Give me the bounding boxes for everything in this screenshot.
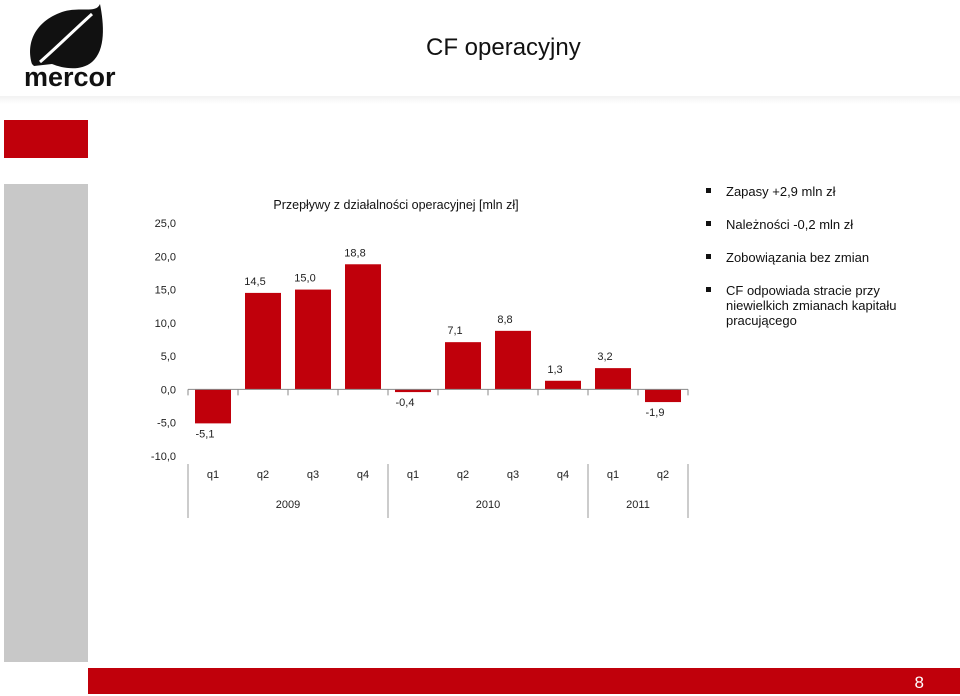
x-tick-label: q3 bbox=[306, 469, 320, 481]
data-label: 3,2 bbox=[597, 351, 613, 364]
bar bbox=[245, 293, 281, 390]
bullet-square-icon bbox=[706, 188, 711, 193]
year-group-label: 2009 bbox=[275, 499, 301, 511]
y-tick-label: 25,0 bbox=[154, 218, 176, 230]
commentary-list bbox=[706, 184, 946, 346]
bar bbox=[645, 389, 681, 402]
bullet-text: Zobowiązania bez zmian bbox=[726, 250, 870, 265]
footer-bar bbox=[88, 668, 960, 694]
x-tick-label: q2 bbox=[656, 469, 670, 481]
y-tick-label: 20,0 bbox=[154, 251, 176, 264]
bullet-text: CF odpowiada stracie przy niewielkich zmianach kapitału pracującego bbox=[726, 283, 897, 328]
side-panel bbox=[4, 184, 88, 662]
x-tick-label: q1 bbox=[406, 469, 420, 481]
bar bbox=[445, 342, 481, 389]
y-tick-label: 15,0 bbox=[154, 284, 176, 297]
data-label: -0,4 bbox=[395, 397, 415, 410]
header-divider bbox=[0, 96, 960, 104]
data-label: -5,1 bbox=[195, 428, 215, 441]
y-tick-label: 0,0 bbox=[160, 384, 176, 397]
data-label: 14,5 bbox=[244, 275, 266, 288]
bullet-item bbox=[706, 283, 946, 328]
x-tick-label: q3 bbox=[506, 469, 520, 481]
bullet-text: Zapasy +2,9 mln zł bbox=[726, 184, 836, 199]
year-group-label: 2011 bbox=[626, 499, 650, 511]
bullet-square-icon bbox=[706, 287, 711, 292]
red-accent-block bbox=[4, 120, 88, 158]
data-label: 18,8 bbox=[344, 247, 366, 260]
y-tick-label: -10,0 bbox=[150, 451, 176, 463]
chart-title: Przepływy z działalności operacyjnej [mln zł] bbox=[273, 198, 519, 212]
x-tick-label: q1 bbox=[606, 469, 620, 481]
data-label: 8,8 bbox=[497, 313, 513, 326]
bar bbox=[495, 331, 531, 390]
bar bbox=[345, 264, 381, 389]
y-tick-label: -5,0 bbox=[157, 417, 176, 430]
y-tick-label: 10,0 bbox=[154, 317, 176, 330]
bullet-square-icon bbox=[706, 254, 711, 259]
page-number: 8 bbox=[914, 673, 924, 692]
bullet-square-icon bbox=[706, 221, 711, 226]
year-group-label: 2010 bbox=[475, 499, 501, 511]
bar bbox=[295, 290, 331, 390]
data-label: -1,9 bbox=[645, 407, 665, 420]
logo-wordmark: mercor bbox=[24, 62, 116, 90]
bullet-item bbox=[706, 217, 946, 232]
mercor-logo bbox=[22, 4, 162, 90]
bullet-item bbox=[706, 250, 946, 265]
x-tick-label: q2 bbox=[256, 469, 270, 481]
bullet-text: Należności -0,2 mln zł bbox=[726, 217, 854, 232]
bullet-item bbox=[706, 184, 946, 199]
cf-bar-chart bbox=[88, 182, 692, 520]
bar bbox=[595, 368, 631, 389]
page-title: CF operacyjny bbox=[426, 34, 581, 61]
x-tick-label: q2 bbox=[456, 469, 470, 481]
data-label: 15,0 bbox=[294, 272, 316, 285]
data-label: 1,3 bbox=[547, 363, 563, 376]
bar bbox=[195, 389, 231, 423]
bar bbox=[545, 381, 581, 390]
x-tick-label: q4 bbox=[356, 469, 370, 481]
x-tick-label: q1 bbox=[206, 469, 220, 481]
data-label: 7,1 bbox=[447, 325, 463, 338]
x-tick-label: q4 bbox=[556, 469, 570, 481]
y-tick-label: 5,0 bbox=[160, 351, 176, 364]
